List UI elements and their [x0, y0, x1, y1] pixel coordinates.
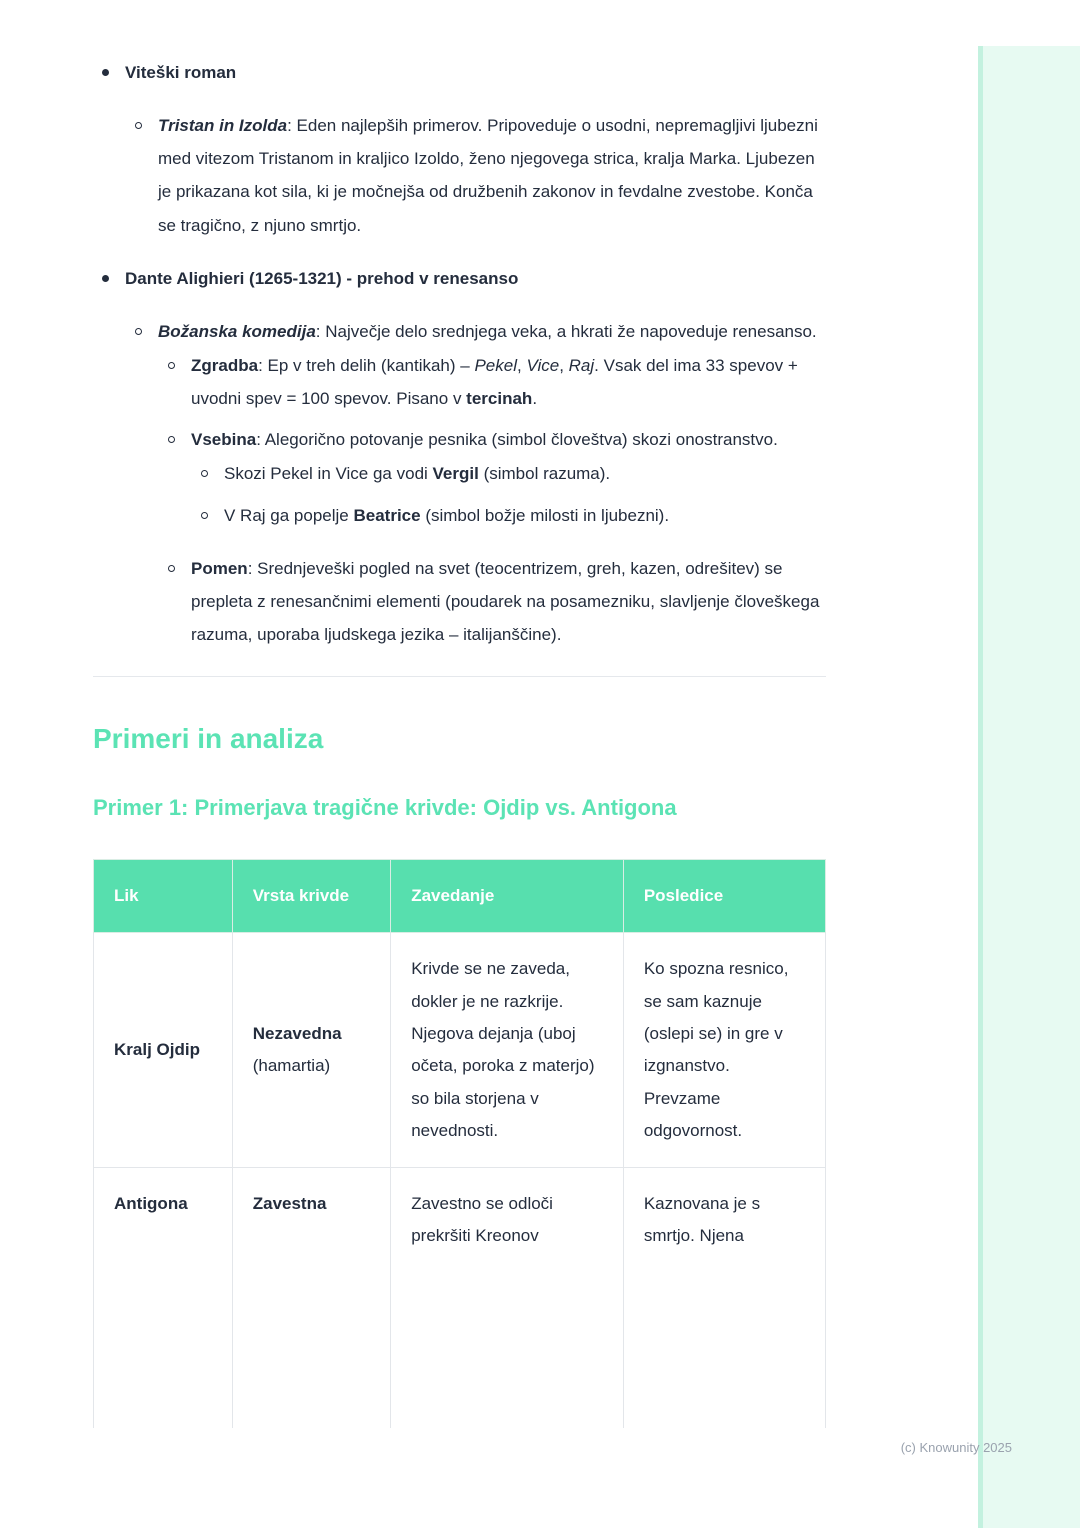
table-cell	[232, 1168, 390, 1429]
table-header-cell: Vrsta krivde	[232, 860, 390, 933]
bullet-circle-icon	[135, 328, 142, 335]
list-item-text	[224, 499, 826, 532]
text-segment: : Ep v treh delih (kantikah) –	[258, 355, 475, 375]
list-item	[93, 552, 826, 651]
table-body	[94, 933, 826, 1428]
bullet-circle-icon	[168, 436, 175, 443]
text-segment: Krivde se ne zaveda, dokler je ne razkrije. Njegova dejanja (uboj očeta, poroka z materjo) so bila storjena v nevednosti.	[411, 959, 595, 1140]
list-item-text	[191, 552, 826, 651]
table-cell	[391, 1168, 624, 1429]
table-header-row	[94, 860, 826, 933]
text-segment: (simbol božje milosti in ljubezni).	[420, 505, 670, 525]
text-segment: : Največje delo srednjega veka, a hkrati že napoveduje renesanso.	[315, 321, 817, 341]
bullet-disc-icon	[102, 69, 109, 76]
text-segment: . Vsak del ima 33 spevov + uvodni spev = 100 spevov. Pisano v	[191, 355, 798, 409]
table-cell	[232, 933, 390, 1168]
list-item	[93, 315, 826, 348]
list-item	[93, 56, 826, 89]
list-item	[93, 109, 826, 242]
section-divider	[93, 676, 826, 677]
table-header-cell: Lik	[94, 860, 233, 933]
list-item-text	[125, 262, 826, 295]
list-item-text	[125, 56, 826, 89]
list-item	[93, 262, 826, 295]
list-item-text	[158, 315, 826, 348]
text-segment: Kaznovana je s smrtjo. Njena	[643, 1194, 761, 1246]
text-segment: V Raj ga popelje	[224, 505, 354, 525]
text-segment: Božanska komedija	[158, 321, 316, 341]
text-segment: : Alegorično potovanje pesnika (simbol človeštva) skozi onostranstvo.	[256, 430, 778, 450]
text-segment: ,	[559, 355, 569, 375]
bullet-circle-icon	[201, 512, 208, 519]
bullet-circle-icon	[201, 470, 208, 477]
table-cell	[94, 1168, 233, 1429]
text-segment: Raj	[568, 355, 595, 375]
list-item-text	[191, 349, 826, 415]
text-segment: (simbol razuma).	[478, 464, 611, 484]
text-segment: .	[532, 389, 538, 409]
list-item-text	[191, 423, 826, 456]
text-segment: Viteški roman	[125, 63, 237, 82]
text-segment: Vice	[526, 355, 560, 375]
side-strip	[978, 46, 1080, 1528]
text-segment: (hamartia)	[252, 1056, 331, 1076]
table-cell	[623, 933, 825, 1168]
text-segment: : Eden najlepših primerov. Pripoveduje o usodni, nepremagljivi ljubezni med vitezom Tristanom in kraljico Izoldo, ženo njegovega strica, kralja Marka. Ljubezen je prikazana kot sila, ki je močnejša od družbenih zakonov in fevdalne zvestobe. Konča se tragično, z njuno smrtjo.	[158, 116, 818, 235]
text-segment: Antigona	[114, 1194, 188, 1214]
text-segment: Pekel	[474, 355, 517, 375]
subsection-heading: Primer 1: Primerjava tragične krivde: Ojdip vs. Antigona	[93, 794, 677, 820]
text-segment: Dante Alighieri (1265-1321) - prehod v renesanso	[125, 268, 519, 288]
text-segment: Zavestna	[252, 1194, 327, 1214]
text-segment: Ko spozna resnico, se sam kaznuje (oslepi se) in gre v izgnanstvo. Prevzame odgovornost.	[643, 959, 789, 1140]
text-segment: Skozi Pekel in Vice ga vodi	[224, 464, 433, 484]
table-cell	[623, 1168, 825, 1429]
text-segment: Beatrice	[353, 505, 421, 525]
table-head	[94, 860, 826, 933]
table-cell	[94, 933, 233, 1168]
copyright-note: (c) Knowunity 2025	[900, 1440, 1012, 1455]
text-segment: Pomen	[191, 558, 248, 578]
table-header-cell: Zavedanje	[391, 860, 624, 933]
notes-list	[93, 56, 826, 651]
text-segment: Nezavedna	[252, 1023, 342, 1043]
comparison-table	[93, 859, 826, 1428]
text-segment: Zgradba	[191, 355, 259, 375]
list-item	[93, 349, 826, 415]
bullet-circle-icon	[168, 362, 175, 369]
text-segment: Tristan in Izolda	[158, 116, 288, 136]
bullet-circle-icon	[168, 565, 175, 572]
text-segment: Kralj Ojdip	[114, 1040, 200, 1060]
table-row	[94, 933, 826, 1168]
content-area	[93, 56, 826, 1428]
text-segment: ,	[516, 355, 527, 375]
text-segment: Vsebina	[191, 430, 257, 450]
table-row	[94, 1168, 826, 1429]
table-cell	[391, 933, 624, 1168]
text-segment: Vergil	[432, 464, 479, 484]
text-segment: : Srednjeveški pogled na svet (teocentrizem, greh, kazen, odrešitev) se prepleta z renesančnimi elementi (poudarek na posamezniku, slavljenje človeškega razuma, uporaba ljudskega jezika – italijanščine).	[191, 558, 820, 644]
text-segment: Zavestno se odloči prekršiti Kreonov	[411, 1194, 553, 1246]
text-segment: tercinah	[466, 389, 533, 409]
list-item	[93, 499, 826, 532]
section-heading: Primeri in analiza	[93, 723, 324, 755]
bullet-circle-icon	[135, 122, 142, 129]
bullet-disc-icon	[102, 275, 109, 282]
list-item	[93, 423, 826, 456]
list-item	[93, 457, 826, 490]
table-header-cell: Posledice	[623, 860, 825, 933]
list-item-text	[224, 457, 826, 490]
list-item-text	[158, 109, 826, 242]
